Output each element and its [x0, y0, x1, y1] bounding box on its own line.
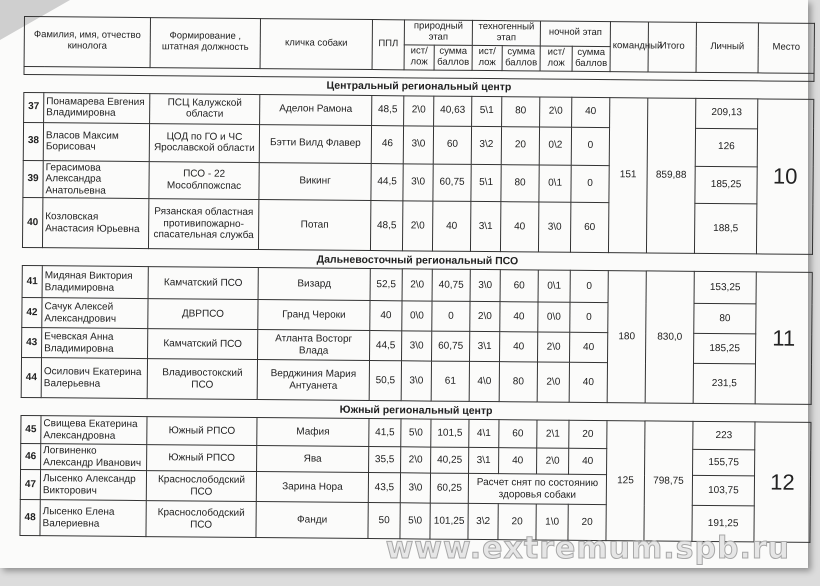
header-place: Место	[758, 23, 814, 73]
natural-src: 5\0	[401, 419, 431, 447]
tech-sum: 40	[499, 448, 537, 474]
formation: Южный РПСО	[147, 445, 257, 472]
tech-sum: 20	[501, 126, 539, 164]
personal-score: 188,5	[694, 204, 756, 255]
dog-name: Мафия	[257, 418, 369, 447]
section-title: Дальневосточный региональный ПСО	[22, 248, 812, 273]
section-title: Южный региональный центр	[21, 398, 811, 423]
personal-score: 80	[694, 304, 756, 335]
team-score: 151	[608, 97, 647, 253]
header-night: ночной этап	[540, 21, 610, 46]
ppl-score: 43,5	[368, 473, 400, 503]
watermark: www.extremum.spb.ru	[385, 531, 790, 566]
night-sum: 60	[570, 202, 608, 252]
night-sum: 40	[569, 448, 607, 474]
tech-src: 3\2	[468, 504, 498, 540]
night-src: 0\0	[538, 302, 570, 332]
ppl-score: 41,5	[369, 419, 401, 447]
dog-name: Зарина Нора	[256, 472, 368, 503]
ppl-score: 46	[371, 125, 403, 163]
table-header	[24, 17, 814, 82]
row-number: 38	[23, 122, 43, 160]
tech-sum: 80	[499, 362, 537, 402]
ppl-score: 40	[370, 301, 402, 331]
row-number: 45	[21, 416, 41, 444]
header-technogenic: техногенный этап	[472, 20, 540, 45]
natural-sum: 40	[432, 201, 470, 251]
row-number: 43	[22, 328, 42, 358]
tech-sum: 60	[499, 420, 537, 448]
ppl-score: 48,5	[372, 95, 404, 125]
tech-sum: 80	[502, 96, 540, 126]
personal-score: 126	[695, 128, 757, 167]
header-ppl: ППЛ	[372, 20, 404, 70]
personal-score: 191,25	[692, 506, 754, 543]
ppl-score: 44,5	[370, 331, 402, 361]
row-number: 42	[22, 298, 42, 328]
place: 11	[755, 272, 812, 404]
formation: Краснослободский ПСО	[146, 501, 256, 538]
tech-src: 3\1	[469, 448, 499, 474]
personal-score: 185,25	[694, 334, 756, 365]
night-sum: 40	[570, 332, 608, 362]
dog-name: Верджиния Мария Антуанета	[257, 360, 369, 401]
header-formation: Формирование , штатная должность	[150, 18, 260, 69]
dog-name: Бэтти Вилд Флавер	[259, 124, 371, 163]
personal-score: 209,13	[696, 98, 758, 129]
night-src: 0\1	[538, 270, 570, 302]
ppl-score: 35,5	[369, 447, 401, 473]
row-number: 48	[20, 500, 40, 536]
tech-sum: 40	[500, 332, 538, 362]
formation: Владивостокский ПСО	[147, 359, 257, 400]
formation: ЦОД по ГО и ЧС Ярославской области	[149, 123, 259, 162]
natural-sum: 40,63	[434, 96, 472, 126]
natural-src: 2\0	[402, 201, 432, 251]
total-score: 798,75	[644, 421, 693, 541]
formation: ДВРПСО	[148, 299, 258, 330]
handler-name: Сачук Алексей Александрович	[42, 298, 148, 329]
natural-src: 3\0	[402, 331, 432, 361]
tech-src: 5\1	[472, 96, 502, 126]
personal-score: 103,75	[692, 476, 754, 507]
tech-src: 4\0	[469, 362, 499, 402]
row-number: 37	[24, 92, 44, 122]
formation: ПСЦ Калужской области	[150, 93, 260, 124]
ppl-score: 50,5	[369, 361, 401, 401]
formation: Камчатский ПСО	[148, 267, 258, 300]
header-natural-sum: сумма баллов	[434, 45, 472, 70]
place: 10	[756, 99, 813, 255]
team-score: 180	[607, 271, 646, 403]
row-number: 44	[21, 358, 41, 398]
natural-sum: 60,25	[430, 473, 468, 503]
ppl-score: 48,5	[370, 201, 402, 251]
header-tech-src: ист/лож	[472, 45, 502, 70]
handler-name: Герасимова Александра Анатольевна	[43, 160, 149, 198]
handler-name: Ечевская Анна Владимировна	[42, 328, 148, 359]
night-src: 2\1	[537, 420, 569, 448]
handler-name: Власов Максим Борисовач	[43, 122, 149, 161]
tech-sum: 80	[501, 164, 539, 202]
formation: Южный РПСО	[147, 417, 257, 446]
results-table	[19, 16, 815, 543]
night-src: 2\0	[538, 332, 570, 362]
header-natural: природный этап	[404, 20, 472, 45]
tech-src: 4\1	[469, 420, 499, 448]
natural-sum: 40,25	[431, 447, 469, 473]
header-name: Фамилия, имя, отчество кинолога	[24, 17, 150, 68]
tech-sum: 40	[500, 202, 538, 252]
night-src: 3\0	[538, 202, 570, 252]
night-sum: 0	[570, 302, 608, 332]
natural-sum: 101,5	[431, 419, 469, 447]
personal-score: 223	[693, 422, 755, 451]
tech-src: 5\1	[471, 164, 501, 202]
night-sum: 0	[570, 270, 608, 302]
header-night-sum: сумма баллов	[572, 46, 610, 71]
row-number: 47	[20, 470, 40, 500]
night-src: 2\0	[540, 97, 572, 127]
night-sum: 20	[569, 420, 607, 448]
formation: Краснослободский ПСО	[146, 471, 256, 502]
row-number: 41	[22, 266, 42, 298]
dog-name: Гранд Чероки	[258, 300, 370, 331]
natural-src: 3\0	[400, 473, 430, 503]
row-number: 40	[22, 198, 42, 248]
natural-src: 2\0	[402, 269, 432, 301]
header-dog: кличка собаки	[260, 19, 372, 70]
natural-src: 2\0	[401, 447, 431, 473]
dog-name: Аделон Рамона	[260, 94, 372, 125]
natural-src: 3\0	[401, 361, 431, 401]
header-night-src: ист/лож	[540, 46, 572, 71]
section-title: Центральный региональный центр	[24, 74, 814, 99]
night-src: 2\0	[537, 362, 569, 402]
ppl-score: 52,5	[370, 269, 402, 301]
place: 12	[754, 422, 811, 542]
night-sum: 0	[571, 127, 609, 165]
formation: Камчатский ПСО	[148, 329, 258, 360]
dog-name: Ява	[257, 446, 369, 473]
night-src: 2\0	[537, 448, 569, 474]
night-src: 0\2	[539, 127, 571, 165]
team-score: 125	[606, 421, 645, 541]
formation: ПСО - 22 Мособлпожспас	[149, 161, 259, 199]
dog-name: Визард	[258, 268, 370, 301]
handler-name: Логвиненко Александр Иванович	[41, 444, 147, 471]
night-sum: 40	[569, 362, 607, 402]
row-number: 46	[21, 444, 41, 470]
dog-name: Потап	[258, 200, 370, 251]
table-row	[21, 358, 811, 405]
natural-sum: 60,75	[432, 331, 470, 361]
header-natural-src: ист/лож	[404, 45, 434, 70]
table-body	[20, 74, 814, 542]
tech-src: 3\0	[470, 270, 500, 302]
personal-score: 155,75	[693, 450, 755, 477]
tech-sum: 20	[498, 504, 536, 540]
natural-src: 3\0	[403, 126, 433, 164]
natural-src: 5\0	[400, 503, 430, 539]
night-sum: 0	[571, 165, 609, 203]
night-sum: 20	[568, 504, 606, 540]
header-team: командный	[610, 22, 648, 72]
tech-src: 3\2	[471, 126, 501, 164]
tech-src: 3\1	[470, 202, 500, 252]
natural-src: 3\0	[403, 164, 433, 202]
handler-name: Лысенко Александр Викторович	[40, 470, 146, 501]
natural-src: 0\0	[402, 301, 432, 331]
dog-name: Викинг	[259, 162, 371, 200]
personal-score: 185,25	[695, 166, 757, 204]
handler-name: Мидяная Виктория Владимировна	[42, 266, 148, 299]
formation: Рязанская областная противипожарно-спасательная служба	[148, 199, 258, 250]
night-src: 1\0	[536, 504, 568, 540]
personal-score: 231,5	[693, 364, 755, 405]
tech-sum: 40	[500, 302, 538, 332]
tech-src: 2\0	[470, 302, 500, 332]
header-personal: Личный	[696, 22, 758, 72]
handler-name: Лысенко Елена Валериевна	[40, 500, 146, 537]
total-score: 859,88	[646, 98, 695, 254]
header-total: Итого	[648, 22, 696, 72]
table-row	[22, 198, 812, 255]
natural-src: 2\0	[404, 96, 434, 126]
personal-score: 153,25	[694, 272, 756, 305]
natural-sum: 40,75	[432, 269, 470, 301]
handler-name: Козловская Анастасия Юрьевна	[42, 198, 148, 249]
ppl-score: 50	[368, 503, 400, 539]
natural-sum: 60,75	[433, 164, 471, 202]
tech-sum: 60	[500, 270, 538, 302]
natural-sum: 0	[432, 301, 470, 331]
night-sum: 40	[572, 97, 610, 127]
ppl-score: 44,5	[371, 163, 403, 201]
total-score: 830,0	[645, 271, 694, 403]
natural-sum: 101,25	[430, 503, 468, 539]
tech-src: 3\1	[470, 332, 500, 362]
handler-name: Свищева Екатерина Александровна	[41, 416, 147, 445]
header-tech-sum: сумма баллов	[502, 46, 540, 71]
row-number: 39	[23, 160, 43, 198]
dog-name: Фанди	[256, 502, 368, 539]
natural-sum: 61	[431, 361, 469, 401]
night-src: 0\1	[539, 165, 571, 203]
dog-name: Атланта Восторг Влада	[258, 330, 370, 361]
note-cell: Расчет снят по состоянию здоровья собаки	[468, 474, 606, 505]
handler-name: Понамарева Евгения Владимировна	[44, 92, 150, 123]
handler-name: Осилович Екатерина Валерьевна	[41, 358, 147, 399]
natural-sum: 60	[433, 126, 471, 164]
